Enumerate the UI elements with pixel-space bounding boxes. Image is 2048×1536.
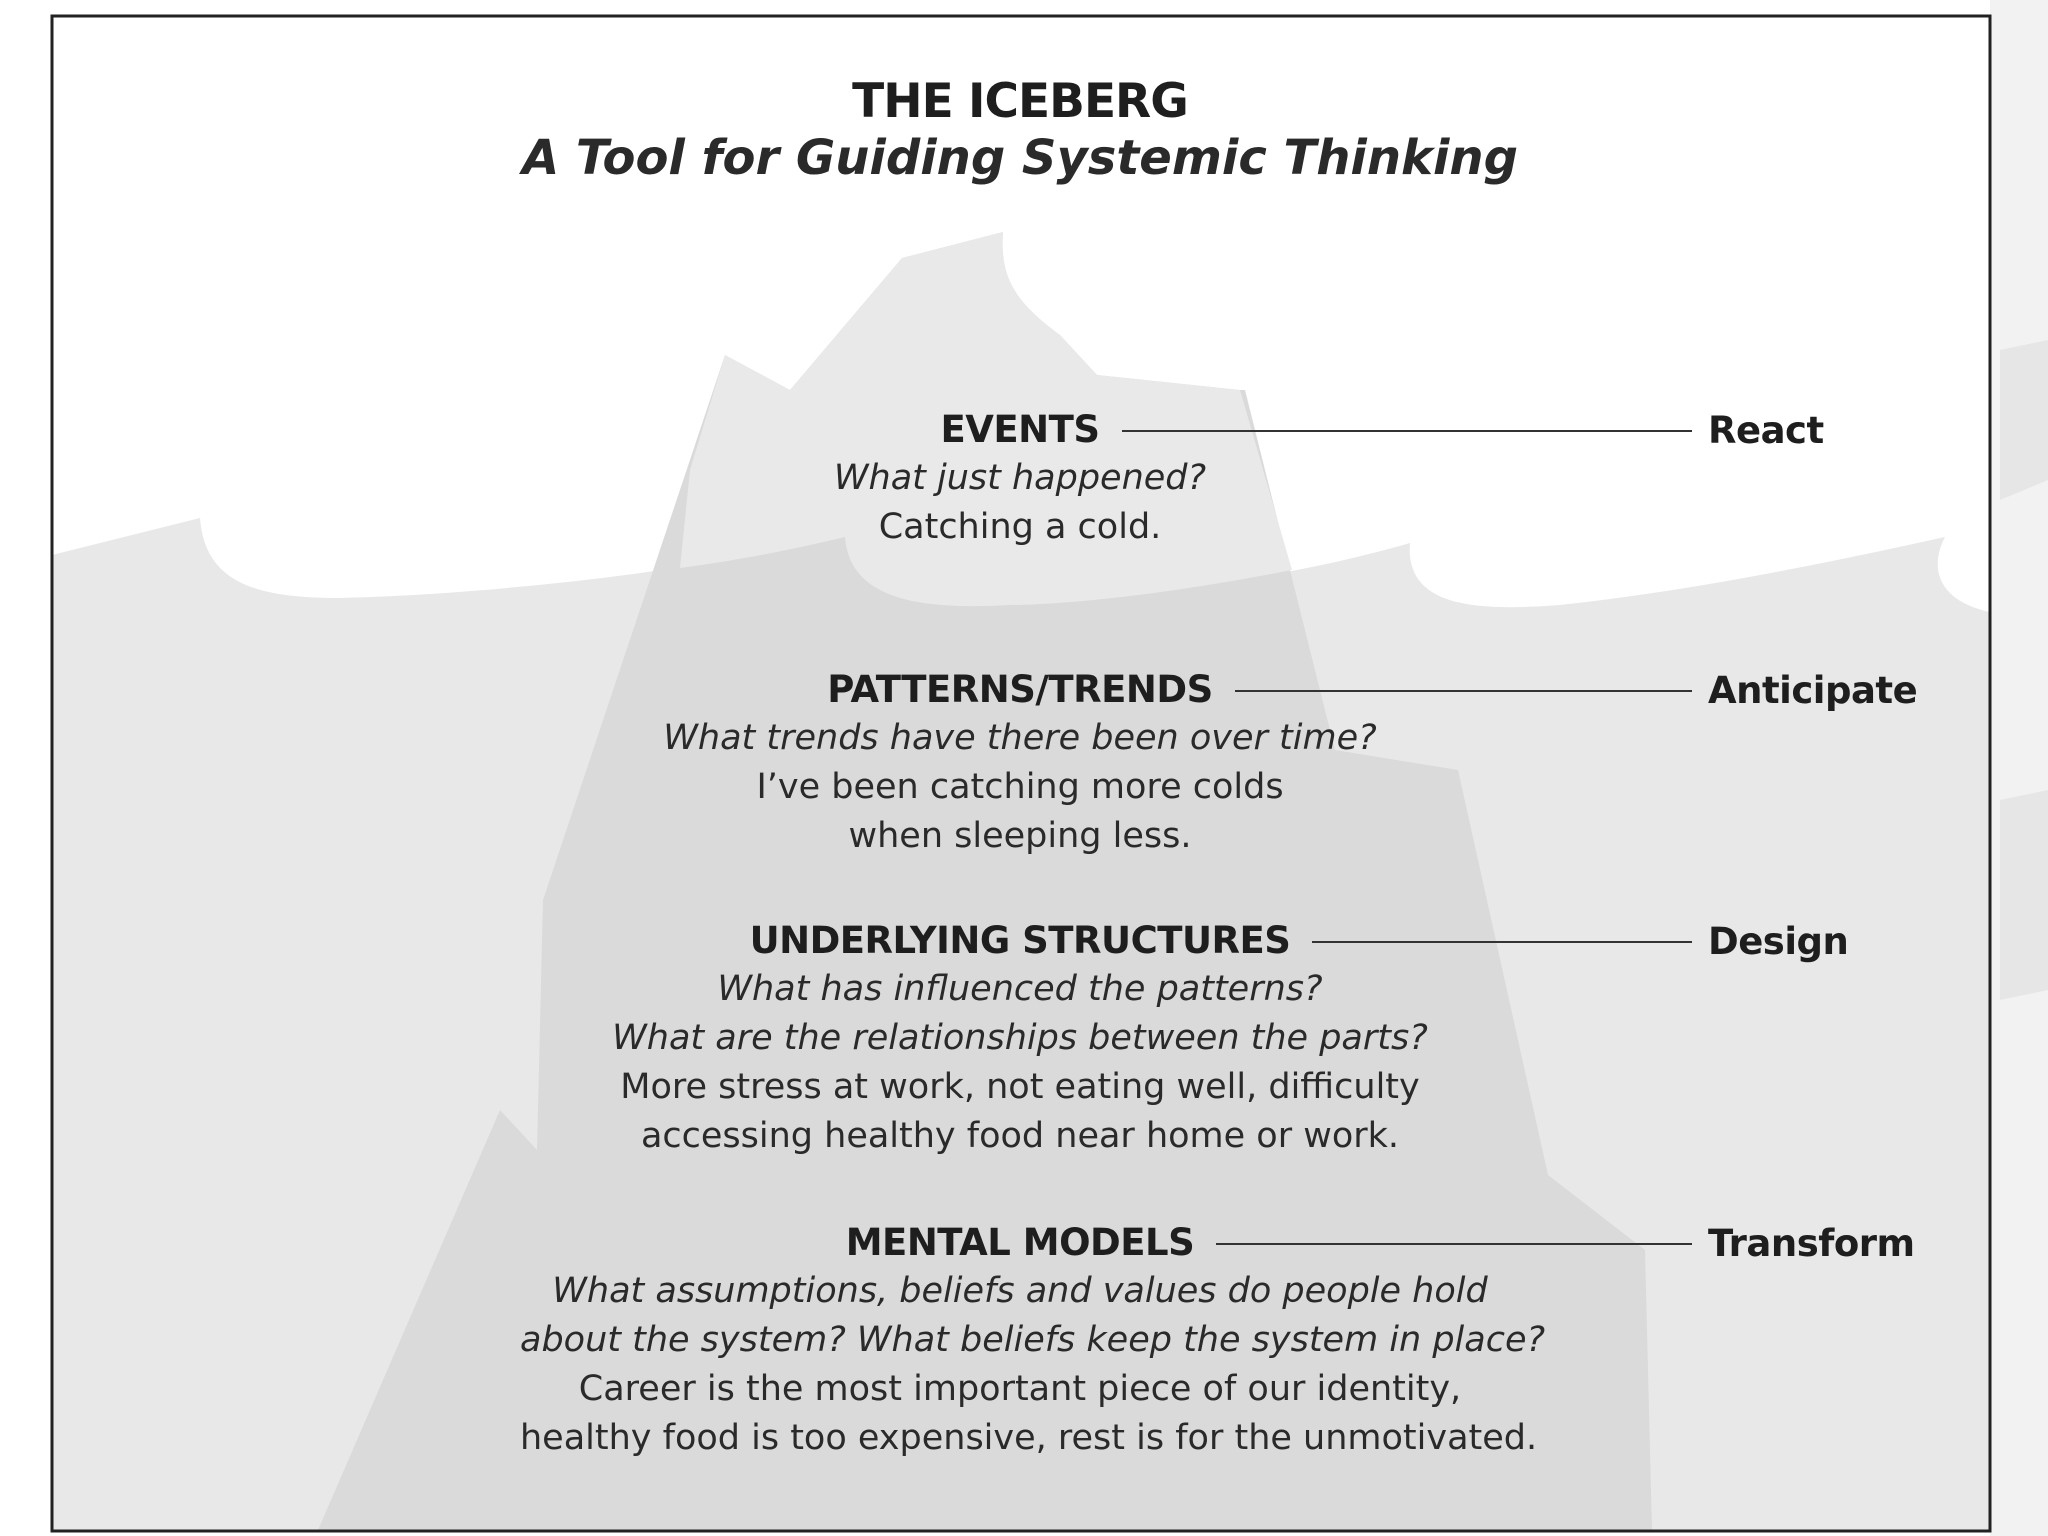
connector-line	[1216, 1243, 1692, 1245]
action-label-anticipate: Anticipate	[1708, 669, 1918, 712]
level-heading: MENTAL MODELS	[845, 1221, 1195, 1264]
level-question: What assumptions, beliefs and values do people hold	[552, 1271, 1488, 1311]
page-edge-shade	[2000, 340, 2048, 500]
level-events	[520, 406, 1520, 552]
level-example: Career is the most important piece of our identity,	[578, 1369, 1462, 1409]
level-example: More stress at work, not eating well, difficulty	[620, 1067, 1420, 1107]
level-heading: EVENTS	[940, 408, 1100, 451]
action-label-design: Design	[1708, 920, 1849, 963]
page-edge	[1990, 0, 2048, 1536]
level-patterns-trends	[520, 666, 1520, 861]
level-heading: PATTERNS/TRENDS	[827, 668, 1213, 711]
level-question: about the system? What beliefs keep the system in place?	[520, 1320, 1546, 1360]
diagram-subtitle: A Tool for Guiding Systemic Thinking	[522, 130, 1518, 186]
action-label-react: React	[1708, 409, 1824, 452]
connector-line	[1312, 941, 1692, 943]
level-question: What trends have there been over time?	[663, 718, 1377, 758]
connector-line	[1122, 430, 1692, 432]
level-question: What just happened?	[833, 458, 1207, 498]
page-edge-shade	[2000, 790, 2048, 1000]
action-label-transform: Transform	[1708, 1222, 1915, 1265]
level-underlying-structures	[520, 917, 1520, 1161]
level-example: when sleeping less.	[848, 816, 1192, 856]
diagram-title: THE ICEBERG	[852, 74, 1188, 129]
level-question: What has influenced the patterns?	[717, 969, 1323, 1009]
level-mental-models	[520, 1219, 1546, 1463]
level-question: What are the relationships between the parts?	[612, 1018, 1428, 1058]
level-example: I’ve been catching more colds	[756, 767, 1284, 807]
level-example: accessing healthy food near home or work.	[640, 1116, 1400, 1156]
level-heading: UNDERLYING STRUCTURES	[749, 919, 1291, 962]
connector-line	[1235, 690, 1692, 692]
level-example: healthy food is too expensive, rest is for the unmotivated.	[520, 1418, 1538, 1458]
level-example: Catching a cold.	[878, 507, 1162, 547]
